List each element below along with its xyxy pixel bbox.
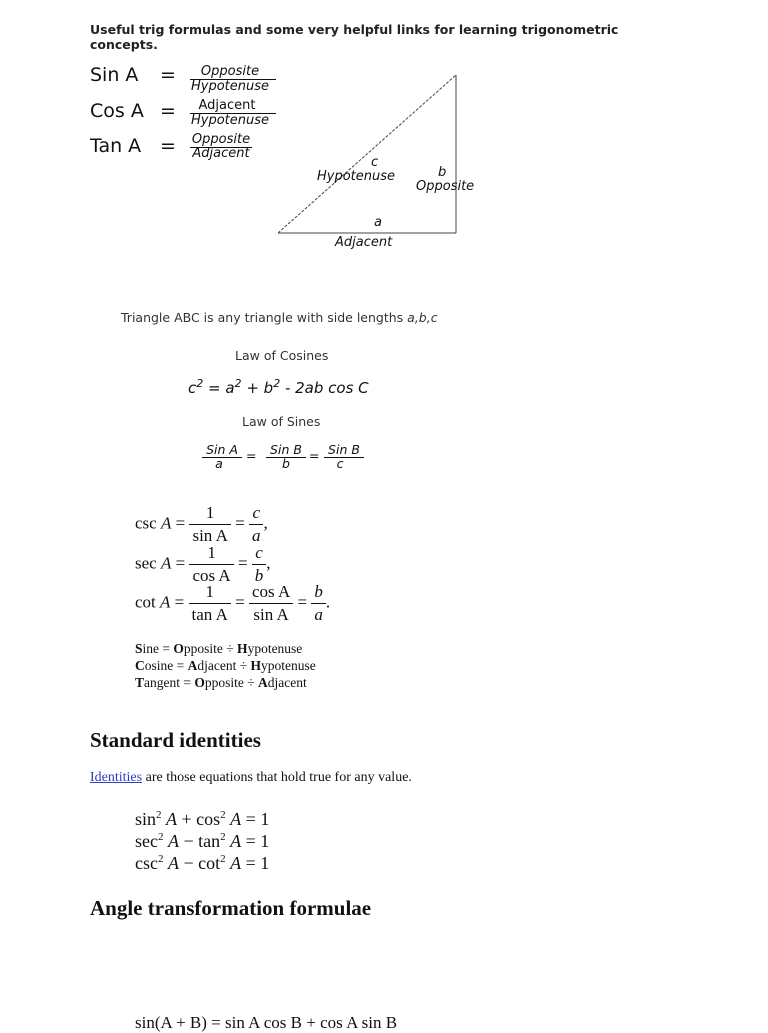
- denominator: cos A: [192, 566, 231, 585]
- numerator: b: [311, 581, 326, 604]
- sines-num: Sin A: [202, 443, 242, 458]
- opposite-label: Opposite: [416, 179, 475, 194]
- pythagorean-identities: [135, 806, 269, 872]
- equals-sign: =: [160, 100, 176, 122]
- ratio-numerator: Adjacent: [198, 98, 256, 113]
- numerator: cos A: [249, 581, 293, 604]
- law-c: c: [188, 379, 197, 397]
- ratio-numerator: Opposite: [191, 132, 251, 147]
- numerator: c: [252, 542, 267, 565]
- punct: .: [325, 592, 331, 612]
- definition-sine: Sine = Opposite ÷ Hypotenuse: [135, 641, 303, 656]
- sines-equals: =: [309, 448, 320, 463]
- cot-formula: cot A = $\frac{1}{\text{tan A}}$ = $\frac{\text{cos A}}{\text{sin A}}$ = $\frac{b}{a}$ .: [135, 582, 331, 624]
- side-c-label: c: [371, 155, 379, 170]
- intro-text: Useful trig formulas and some very helpful links for learning trigonometric concepts.: [90, 22, 619, 52]
- punct: ,: [263, 513, 268, 533]
- sines-equals: =: [246, 448, 257, 463]
- identity-row: $\sin^2 A + \cos^2 A = 1$: [135, 809, 270, 829]
- definition-cosine: Cosine = Adjacent ÷ Hypotenuse: [135, 658, 316, 673]
- variable: A: [160, 592, 171, 612]
- ratio-name: Cos A: [90, 100, 144, 122]
- sines-den: b: [282, 456, 290, 471]
- denominator: sin A: [253, 605, 289, 624]
- ratio-denominator: Hypotenuse: [190, 113, 270, 128]
- exponent: 2: [196, 377, 204, 390]
- numerator: 1: [189, 542, 233, 565]
- angle-transformation-heading: Angle transformation formulae: [90, 896, 372, 920]
- denominator: tan A: [191, 605, 228, 624]
- side-b-label: b: [438, 165, 447, 180]
- soh-cah-toa-list: [135, 640, 316, 691]
- triangle-abc-sides: a,b,c: [407, 310, 438, 325]
- triangle-abc-text: [121, 310, 438, 325]
- fn-name: sec: [135, 553, 157, 573]
- right-triangle-diagram: [270, 70, 470, 240]
- equals-sign: =: [160, 64, 176, 86]
- definition-tangent: Tangent = Opposite ÷ Adjacent: [135, 675, 307, 690]
- exponent: 2: [273, 377, 281, 390]
- identities-text: are those equations that hold true for any value.: [142, 770, 412, 785]
- ratio-denominator: Adjacent: [192, 146, 250, 161]
- law-rest: - 2ab cos C: [280, 379, 369, 397]
- fn-name: cot: [135, 592, 156, 612]
- sec-formula: sec A = $\frac{1}{\text{cos A}}$ = $\frac{c}{b}$ ,: [135, 543, 271, 585]
- sines-den: a: [215, 456, 223, 471]
- numerator: 1: [189, 502, 230, 525]
- denominator: b: [254, 566, 264, 585]
- numerator: 1: [189, 581, 231, 604]
- triangle-abc-prefix: Triangle ABC is any triangle with side lengths: [121, 310, 408, 325]
- law-of-cosines-title: Law of Cosines: [235, 348, 329, 363]
- sines-num: Sin B: [266, 443, 306, 458]
- identities-link[interactable]: Identities: [90, 770, 143, 785]
- ratio-name: Sin A: [90, 64, 139, 86]
- hypotenuse-label: Hypotenuse: [317, 169, 396, 184]
- identities-paragraph: [90, 770, 412, 786]
- law-of-sines-title: Law of Sines: [242, 414, 321, 429]
- ratio-name: Tan A: [90, 135, 142, 157]
- numerator: c: [249, 502, 264, 525]
- equals-sign: =: [160, 135, 176, 157]
- denominator: a: [251, 526, 261, 545]
- sines-num: Sin B: [324, 443, 364, 458]
- standard-identities-heading: Standard identities: [90, 728, 261, 752]
- law-eq-mid: = a: [203, 379, 235, 397]
- ratio-denominator: Hypotenuse: [190, 79, 270, 94]
- sines-den: c: [336, 456, 344, 471]
- hypotenuse-side: [278, 75, 456, 233]
- csc-formula: csc A = $\frac{1}{\text{sin A}}$ = $\frac{c}{a}$ ,: [135, 503, 268, 545]
- variable: A: [160, 513, 172, 533]
- adjacent-label: Adjacent: [335, 235, 393, 250]
- fn-name: csc: [135, 513, 157, 533]
- side-a-label: a: [374, 215, 382, 230]
- denominator: a: [314, 605, 323, 624]
- law-of-cosines-formula: [188, 377, 369, 397]
- identity-row: $\sec^2 A - \tan^2 A = 1$: [135, 831, 270, 851]
- identity-row: $\csc^2 A - \cot^2 A = 1$: [135, 853, 270, 873]
- sum-formula-partial: sin(A + B) = sin A cos B + cos A sin B: [135, 1013, 398, 1032]
- punct: ,: [266, 553, 271, 573]
- law-plus: + b: [241, 379, 274, 397]
- exponent: 2: [234, 377, 242, 390]
- ratio-numerator: Opposite: [200, 64, 260, 79]
- variable: A: [160, 553, 172, 573]
- denominator: sin A: [192, 526, 228, 545]
